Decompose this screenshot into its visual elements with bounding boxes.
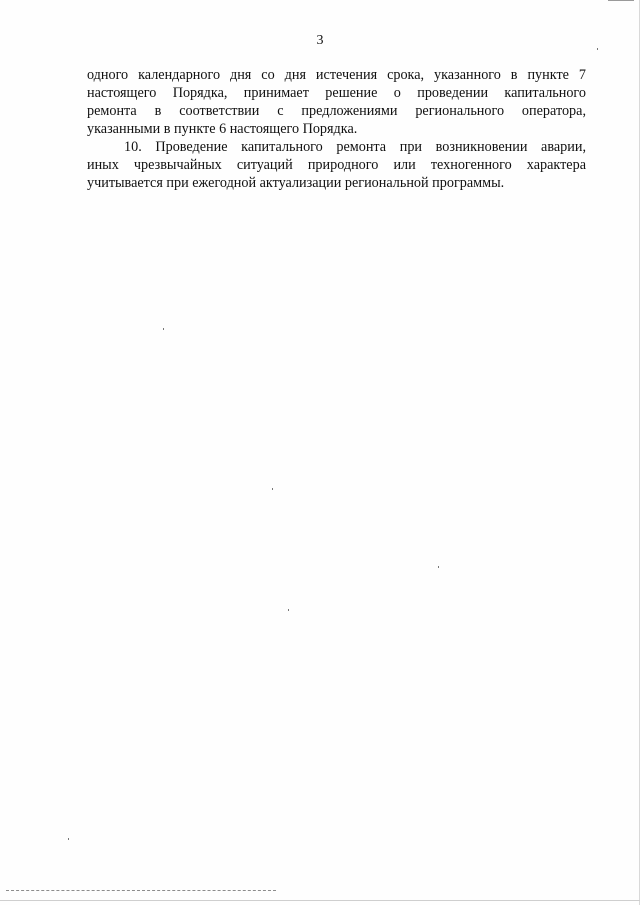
scan-edge-bottom [0, 900, 640, 901]
scan-speck [163, 328, 164, 330]
paragraph-9-line-4: указанными в пункте 6 настоящего Порядка. [87, 121, 358, 137]
paragraph-10-line-1: 10. Проведение капитального ремонта при возникновении аварии, [124, 139, 586, 155]
scan-edge-top [608, 0, 634, 1]
scan-speck [68, 838, 69, 840]
scan-speck [438, 566, 439, 568]
paragraph-9-line-3: ремонта в соответствии с предложениями регионального оператора, [87, 103, 586, 119]
paragraph-10-line-2: иных чрезвычайных ситуаций природного или техногенного характера [87, 157, 586, 173]
paragraph-9-line-2: настоящего Порядка, принимает решение о проведении капитального [87, 85, 586, 101]
page-number: 3 [316, 33, 324, 48]
scan-speck [288, 609, 289, 611]
scan-dash-bottom [6, 890, 276, 891]
paragraph-10-line-3: учитывается при ежегодной актуализации региональной программы. [87, 175, 505, 191]
paragraph-9-line-1: одного календарного дня со дня истечения срока, указанного в пункте 7 [87, 67, 586, 83]
scan-speck [272, 488, 273, 490]
scan-speck [597, 48, 598, 50]
